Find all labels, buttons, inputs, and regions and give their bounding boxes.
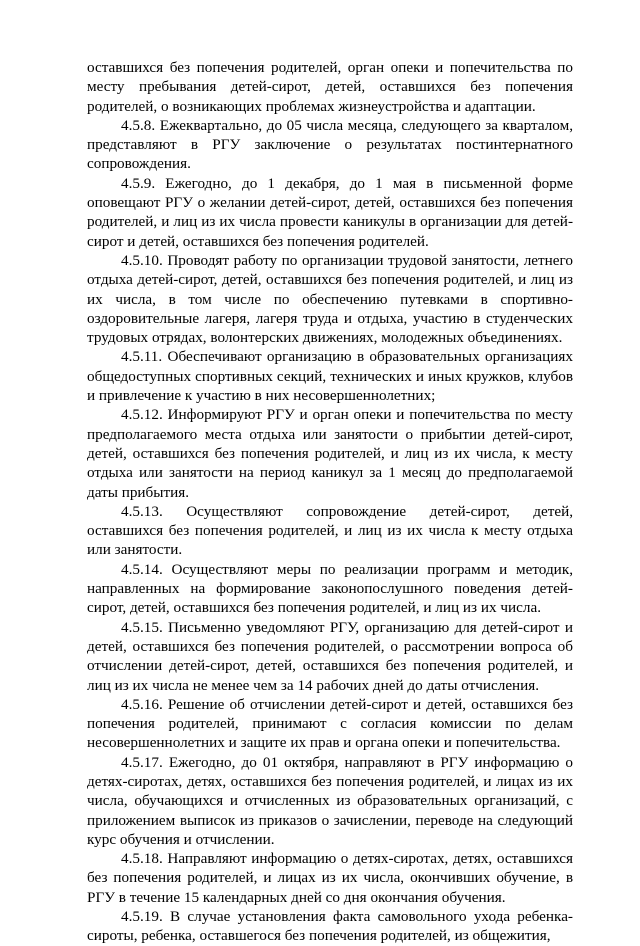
paragraph-4-5-8: 4.5.8. Ежеквартально, до 05 числа месяца, следующего за кварталом, представляют в РГУ заключение о результатах постинтернатного сопровождения. <box>87 116 573 173</box>
paragraph-4-5-13: 4.5.13. Осуществляют сопровождение детей-сирот, детей, оставшихся без попечения родителей, и лиц из их числа к месту отдыха или занятости. <box>87 502 573 559</box>
paragraph-4-5-17: 4.5.17. Ежегодно, до 01 октября, направляют в РГУ информацию о детях-сиротах, детях, оставшихся без попечения родителей, и лицах из их числа, обучающихся и отчисленных из образовательных организаций, с приложением выписок из приказов о зачислении, переводе на следующий курс обучения и отчислении. <box>87 753 573 848</box>
paragraph-4-5-14: 4.5.14. Осуществляют меры по реализации программ и методик, направленных на формирование законопослушного поведения детей-сирот, детей, оставшихся без попечения родителей, и лиц из их числа. <box>87 560 573 617</box>
paragraph-4-5-9: 4.5.9. Ежегодно, до 1 декабря, до 1 мая в письменной форме оповещают РГУ о желании детей-сирот, детей, оставшихся без попечения родителей, и лиц из их числа провести каникулы в организации для детей-сирот и детей, оставшихся без попечения родителей. <box>87 174 573 250</box>
paragraph-4-5-11: 4.5.11. Обеспечивают организацию в образовательных организациях общедоступных спортивных секций, технических и иных кружков, клубов и привлечение к участию в них несовершеннолетних; <box>87 348 573 405</box>
paragraph-4-5-18: 4.5.18. Направляют информацию о детях-сиротах, детях, оставшихся без попечения родителей, и лицах из их числа, окончивших обучение, в РГУ в течение 15 календарных дней со дня окончания обучения. <box>87 850 573 906</box>
document-body <box>87 58 573 946</box>
paragraph-4-5-19: 4.5.19. В случае установления факта самовольного ухода ребенка-сироты, ребенка, оставшегося без попечения родителей, из общежития, <box>87 908 573 945</box>
paragraph-4-5-10: 4.5.10. Проводят работу по организации трудовой занятости, летнего отдыха детей-сирот, детей, оставшихся без попечения родителей, и лиц из их числа, в том числе по обеспечению путевками в спортивно-оздоровительные лагеря, лагеря труда и отдыха, участию в студенческих трудовых отрядах, волонтерских движениях, молодежных объединениях. <box>87 251 573 347</box>
paragraph-4-5-15: 4.5.15. Письменно уведомляют РГУ, организацию для детей-сирот и детей, оставшихся без попечения родителей, о рассмотрении вопроса об отчислении детей-сирот, детей, оставшихся без попечения родителей, и лиц из их числа не менее чем за 14 рабочих дней до даты отчисления. <box>87 618 573 694</box>
paragraph-continuation: оставшихся без попечения родителей, орган опеки и попечительства по месту пребывания детей-сирот, детей, оставшихся без попечения родителей, о возникающих проблемах жизнеустройства и адаптации. <box>87 59 573 115</box>
paragraph-4-5-16: 4.5.16. Решение об отчислении детей-сирот и детей, оставшихся без попечения родителей, принимают с согласия комиссии по делам несовершеннолетних и защите их прав и органа опеки и попечительства. <box>87 695 573 752</box>
paragraph-4-5-12: 4.5.12. Информируют РГУ и орган опеки и попечительства по месту предполагаемого места отдыха или занятости о прибытии детей-сирот, детей, оставшихся без попечения родителей, и лиц из их числа, к месту отдыха или занятости на период каникул за 1 месяц до предполагаемой даты прибытия. <box>87 406 573 501</box>
